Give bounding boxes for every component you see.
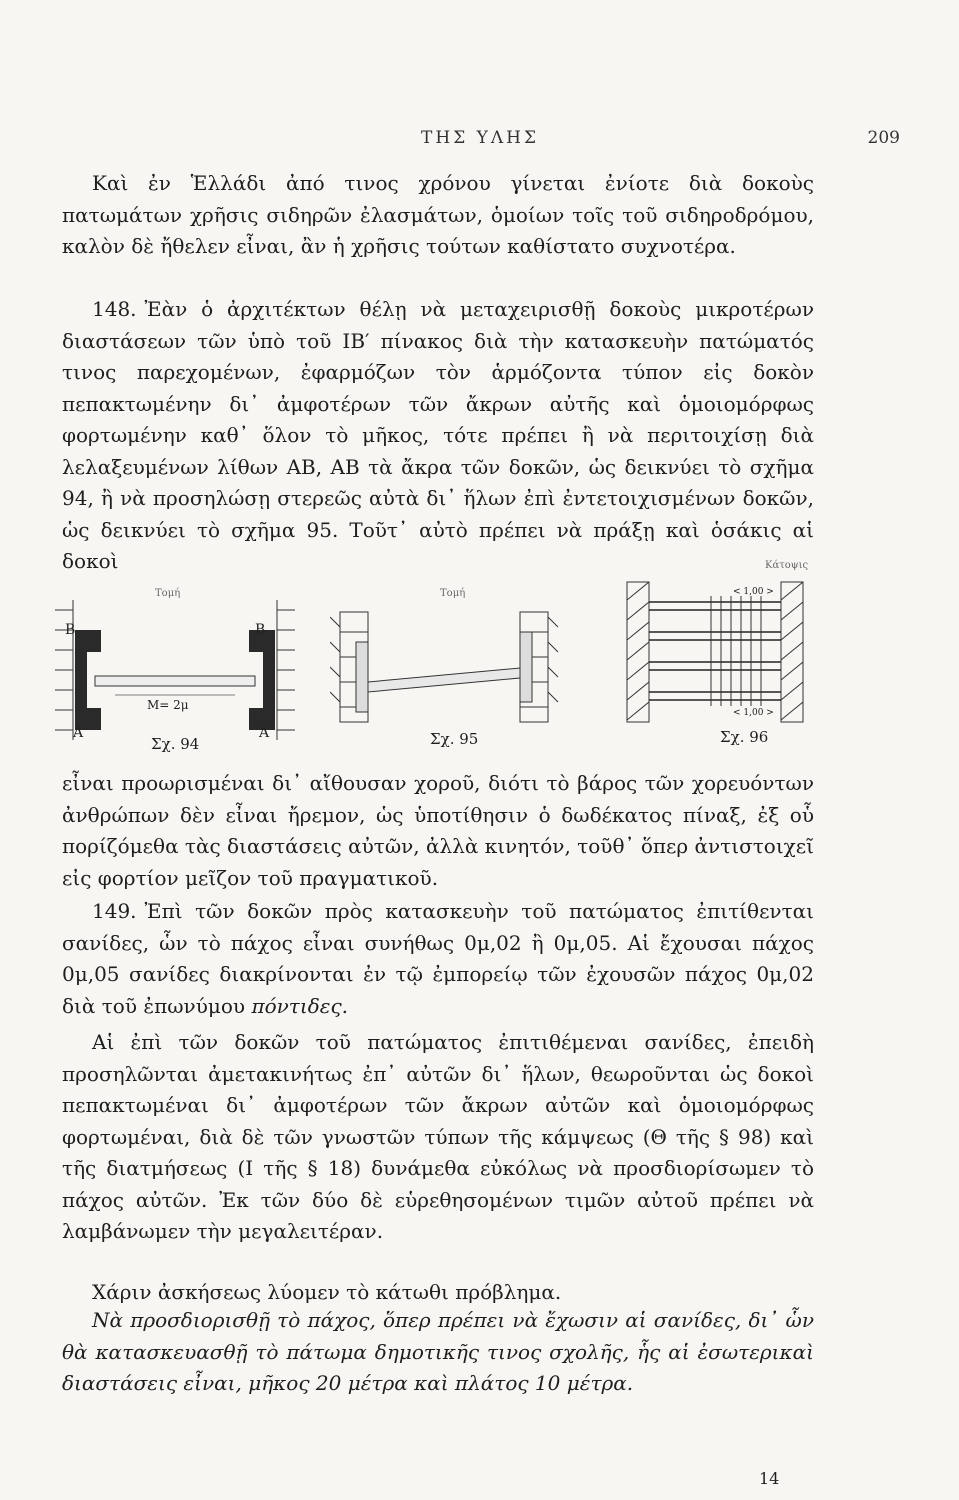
section-number: 148.	[92, 297, 137, 321]
figure-96-drawing	[615, 560, 815, 750]
section-148	[62, 294, 814, 578]
figure-95-label-section: Τομή	[440, 588, 466, 599]
section-148-text: Ἐὰν ὁ ἀρχιτέκτων θέλῃ νὰ μεταχειρισθῇ δοκοὺς μικροτέρων διαστάσεων τῶν ὑπὸ τοῦ ΙΒ′ πίνακος διὰ τὴν κατασκευὴν πατώματός τινος παρεχομένων, ἐφαρμόζων τὸν ἁρμόζοντα τύπον εἰς δοκὸν πεπακτωμένην δι᾽ ἀμφοτέρων τῶν ἄκρων αὐτῆς καὶ ὁμοιομόρφως φορτωμένην καθ᾽ ὅλον τὸ μῆκος, τότε πρέπει ἢ νὰ περιτοιχίσῃ διὰ λελαξευμένων λίθων ΑΒ, ΑΒ τὰ ἄκρα τῶν δοκῶν, ὡς δεικνύει τὸ σχῆμα 94, ἢ νὰ προσηλώσῃ στερεῶς αὐτὰ δι᾽ ἥλων ἐπὶ ἐντετοιχισμένων δοκῶν, ὡς δεικνύει τὸ σχῆμα 95. Τοῦτ᾽ αὐτὸ πρέπει νὰ πράξῃ καὶ ὁσάκις αἱ δοκοὶ	[62, 297, 814, 573]
figure-96-label-dim-top: < 1,00 >	[733, 587, 774, 597]
problem-statement: Νὰ προσδιορισθῇ τὸ πάχος, ὅπερ πρέπει νὰ ἔχωσιν αἱ σανίδες, δι᾽ ὧν θὰ κατασκευασθῇ τὸ πάτωμα δημοτικῆς τινος σχολῆς, ἧς αἱ ἐσωτερικαὶ διαστάσεις εἶναι, μῆκος 20 μέτρα καὶ πλάτος 10 μέτρα.	[62, 1308, 814, 1395]
italic-term: πόντιδες.	[251, 993, 349, 1018]
figure-95	[330, 582, 560, 750]
paragraph-continuation: εἶναι προωρισμέναι δι᾽ αἴθουσαν χοροῦ, διότι τὸ βάρος τῶν χορευόντων ἀνθρώπων δὲν εἶναι ἤρεμον, ὡς ὑποτίθησιν ὁ δωδέκατος πίναξ, ἐξ οὗ πορίζόμεθα τὰς διαστάσεις αὐτῶν, ἀλλὰ κινητόν, τοῦθ᾽ ὅπερ ἀντιστοιχεῖ εἰς φορτίον μεῖζον τοῦ πραγματικοῦ.	[62, 771, 814, 890]
figure-94-label-section: Τομή	[155, 588, 181, 599]
figure-94-label-a-left: A	[73, 725, 84, 741]
figure-94-caption: Σχ. 94	[151, 735, 200, 753]
figure-96-caption: Σχ. 96	[720, 728, 769, 746]
figure-94-label-length: M= 2μ	[147, 698, 189, 712]
figure-94	[55, 588, 295, 753]
figure-94-label-b-right: B	[255, 622, 266, 638]
paragraph-boards: Αἱ ἐπὶ τῶν δοκῶν τοῦ πατώματος ἐπιτιθέμεναι σανίδες, ἐπειδὴ προσηλῶνται ἀμετακινήτως ἐπ᾽ αὐτῶν δι᾽ ἥλων, θεωροῦνται ὡς δοκοὶ πεπακτωμέναι δι᾽ ἀμφοτέρων τῶν ἄκρων αὐτῶν καὶ ὁμοιομόρφως φορτωμέναι, διὰ δὲ τῶν γνωστῶν τύπων τῆς κάμψεως (Θ τῆς § 98) καὶ τῆς διατμήσεως (Ι τῆς § 18) δυνάμεθα εὐκόλως νὰ προσδιορίσωμεν τὸ πάχος αὐτῶν. Ἐκ τῶν δύο δὲ εὑρεθησομένων τιμῶν αὐτοῦ πρέπει νὰ λαμβάνωμεν τὴν μεγαλειτέραν.	[62, 1030, 814, 1243]
running-title: ΤΗΣ ΥΛΗΣ	[421, 128, 539, 148]
section-number: 149.	[92, 899, 137, 923]
signature-mark: 14	[759, 1469, 780, 1488]
exercise-intro: Χάριν ἀσκήσεως λύομεν τὸ κάτωθι πρόβλημα.	[92, 1280, 562, 1304]
page-header	[60, 128, 900, 160]
figure-95-caption: Σχ. 95	[430, 730, 479, 748]
paragraph-iron-beams: Καὶ ἐν Ἑλλάδι ἀπό τινος χρόνου γίνεται ἐνίοτε διὰ δοκοὺς πατωμάτων χρῆσις σιδηρῶν ἐλασμάτων, ὁμοίων τοῖς τοῦ σιδηροδρόμου, καλὸν δὲ ἤθελεν εἶναι, ἂν ἡ χρῆσις τούτων καθίστατο συχνοτέρα.	[62, 171, 814, 258]
figures-row	[55, 560, 815, 753]
page-number: 209	[867, 128, 900, 148]
section-149-text: Ἐπὶ τῶν δοκῶν πρὸς κατασκευὴν τοῦ πατώματος ἐπιτίθενται σανίδες, ὧν τὸ πάχος εἶναι συνήθως 0μ,02 ἢ 0μ,05. Αἱ ἔχουσαι πάχος 0μ,05 σανίδες διακρίνονται ἐν τῷ ἐμπορείῳ τῶν ἐχουσῶν πάχος 0μ,02 διὰ τοῦ ἐπωνύμου	[62, 899, 814, 1018]
figure-95-drawing	[330, 582, 560, 750]
figure-94-label-b-left: B	[65, 622, 76, 638]
figure-96-label-dim-bottom: < 1,00 >	[733, 708, 774, 718]
section-149	[62, 896, 814, 1022]
figure-96-label-plan: Κάτοψις	[765, 560, 809, 571]
figure-96	[615, 560, 815, 750]
figure-94-label-a-right: A	[259, 725, 270, 741]
